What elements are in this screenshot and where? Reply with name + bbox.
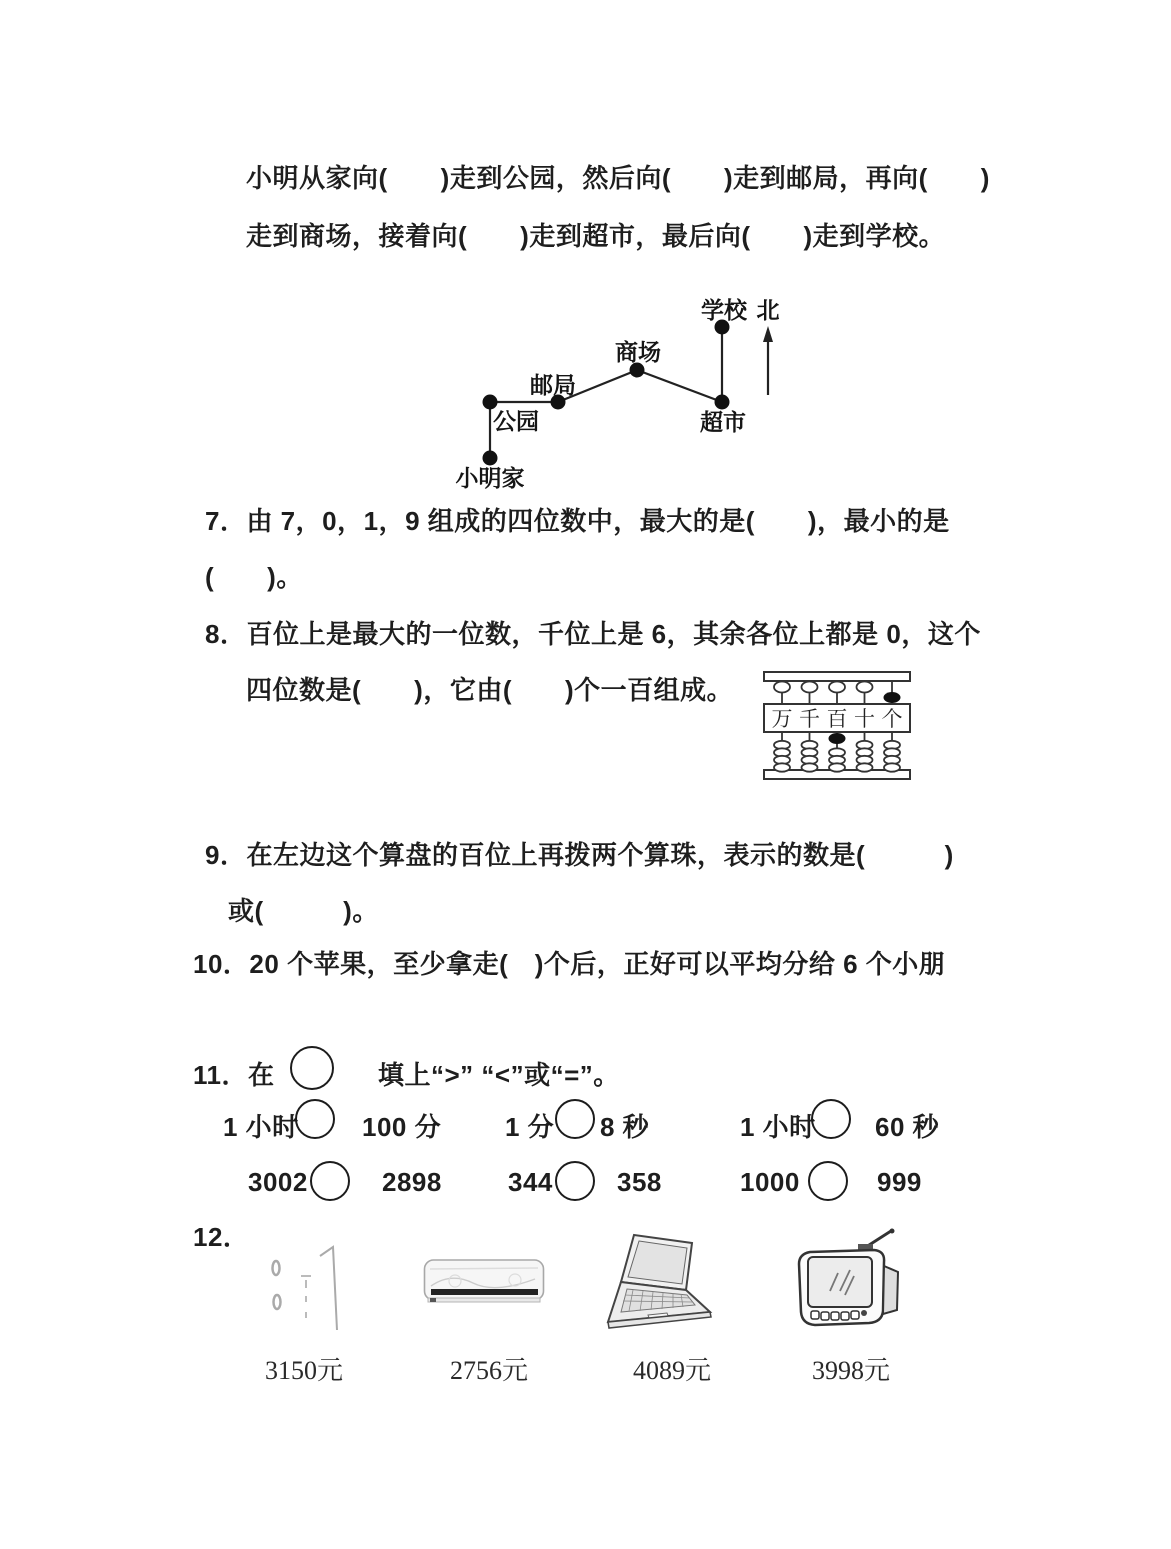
- answer-circle: [295, 1099, 335, 1139]
- abacus-top-bar: [764, 672, 910, 681]
- comparison-right: 999: [877, 1167, 922, 1197]
- map-label-home: 小明家: [455, 466, 525, 491]
- abacus-upper-beads: [774, 682, 873, 693]
- laptop-image: [600, 1232, 718, 1334]
- comparison-left: 1 分: [505, 1112, 555, 1142]
- answer-circle: [555, 1099, 595, 1139]
- question-8-line-2: 四位数是( )，它由( )个一百组成。: [246, 675, 734, 705]
- question-7-line-1: 7．由 7，0，1，9 组成的四位数中，最大的是( )，最小的是: [205, 506, 950, 536]
- comparison-right: 8 秒: [600, 1112, 650, 1142]
- answer-circle: [555, 1161, 595, 1201]
- map-label-north: 北: [756, 298, 780, 323]
- map-node-park: [483, 395, 498, 410]
- map-label-school: 学校: [701, 298, 747, 323]
- map-label-park: 公园: [493, 409, 539, 434]
- intro-line-1: 小明从家向( )走到公园，然后向( )走到邮局，再向( ): [246, 163, 990, 193]
- intro-line-2: 走到商场，接着向( )走到超市，最后向( )走到学校。: [246, 221, 946, 251]
- route-dots: [483, 320, 730, 466]
- question-12-label: 12．: [193, 1222, 250, 1252]
- abacus-label-bai: 百: [826, 707, 848, 731]
- comparison-right: 358: [617, 1167, 662, 1197]
- question-9-line-1: 9．在左边这个算盘的百位上再拨两个算珠，表示的数是( ): [205, 840, 954, 870]
- abacus-ones-upper-bead-engaged: [884, 692, 901, 703]
- map-label-supermarket: 超市: [700, 410, 746, 435]
- comparison-left: 1 小时: [223, 1112, 299, 1142]
- comparison-right: 100 分: [362, 1112, 442, 1142]
- tv-image: [788, 1228, 908, 1330]
- answer-circle: [808, 1161, 848, 1201]
- abacus-label-qian: 千: [799, 707, 820, 731]
- map-node-home: [483, 451, 498, 466]
- map-label-mall: 商场: [615, 340, 661, 365]
- map-node-supermarket: [715, 395, 730, 410]
- price-label: 4089元: [633, 1356, 712, 1385]
- question-7-line-2: ( )。: [205, 562, 303, 592]
- answer-circle: [811, 1099, 851, 1139]
- price-label: 3150元: [265, 1356, 344, 1385]
- abacus-hundreds-lower-bead-engaged: [829, 733, 846, 744]
- comparison-left: 344: [508, 1167, 553, 1197]
- question-9-line-2: 或( )。: [228, 896, 379, 926]
- comparison-right: 60 秒: [875, 1112, 940, 1142]
- question-10-line-1: 10．20 个苹果，至少拿走( )个后，正好可以平均分给 6 个小朋: [193, 949, 946, 979]
- route-lines: [490, 327, 722, 458]
- question-11-prefix: 11．在: [193, 1060, 275, 1090]
- abacus-image: [762, 666, 912, 784]
- abacus-label-ge: 个: [881, 707, 903, 731]
- north-arrow-icon: [763, 326, 773, 395]
- air-conditioner-image: [423, 1256, 548, 1308]
- comparison-right: 2898: [382, 1167, 442, 1197]
- question-11-suffix: 填上“>” “<”或“=”。: [378, 1060, 620, 1090]
- comparison-left: 1000: [740, 1167, 800, 1197]
- price-label: 2756元: [450, 1356, 529, 1385]
- comparison-left: 3002: [248, 1167, 308, 1197]
- abacus-label-wan: 万: [771, 707, 793, 731]
- question-8-line-1: 8．百位上是最大的一位数，千位上是 6，其余各位上都是 0，这个: [205, 619, 981, 649]
- price-label: 3998元: [812, 1356, 891, 1385]
- answer-circle: [310, 1161, 350, 1201]
- map-label-post-office: 邮局: [530, 373, 576, 398]
- answer-circle: [290, 1046, 334, 1090]
- comparison-left: 1 小时: [740, 1112, 816, 1142]
- refrigerator-image: [265, 1240, 345, 1335]
- route-map-diagram: [440, 288, 795, 496]
- abacus-label-shi: 十: [854, 707, 875, 731]
